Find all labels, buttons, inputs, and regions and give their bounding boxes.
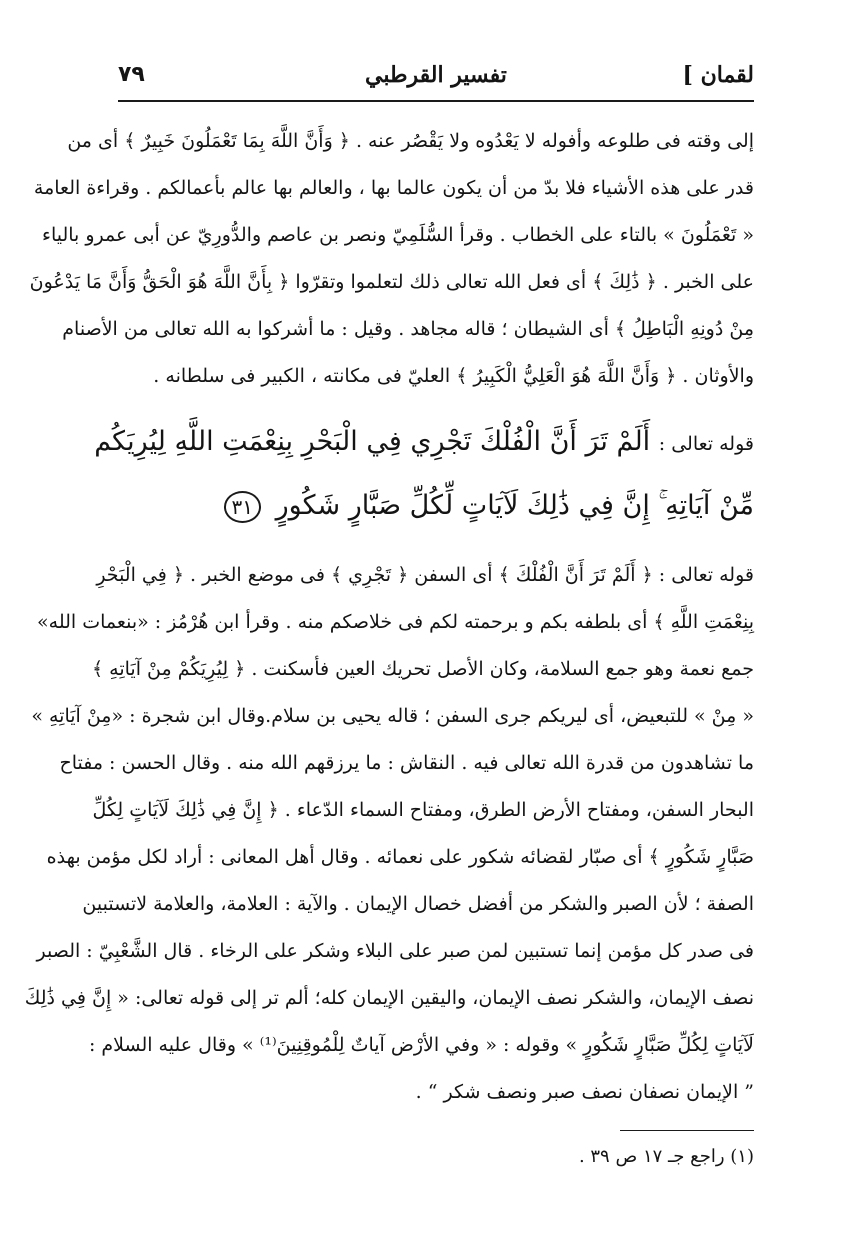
verse-text-1: أَلَمْ تَرَ أَنَّ الْفُلْكَ تَجْرِي فِي الْبَحْرِ بِنِعْمَتِ اللَّهِ لِيُرِيَكُم bbox=[94, 426, 651, 457]
text-line: نصف الإيمان، والشكر نصف الإيمان، واليقين الإيمان كله؛ ألم تر إلى قوله تعالى: « إِنَّ فِي ذَٰلِكَ bbox=[24, 987, 754, 1009]
text-line: « مِنْ » للتبعيض، أى ليريكم جرى السفن ؛ قاله يحيى بن سلام.وقال ابن شجرة : «مِنْ آيَاتِهِ » bbox=[31, 705, 754, 727]
footnote-rule bbox=[620, 1130, 754, 1131]
text-line: مِنْ دُونِهِ الْبَاطِلُ ﴾ أى الشيطان ؛ قاله مجاهد . وقيل : ما أشركوا به الله تعالى من الأصنام bbox=[62, 318, 754, 340]
text-line: صَبَّارٍ شَكُورٍ ﴾ أى صبّار لقضائه شكور على نعمائه . وقال أهل المعانى : أراد لكل مؤمن بهذه bbox=[46, 846, 754, 868]
surah-name: لقمان ] bbox=[682, 62, 754, 88]
text-line: لَآيَاتٍ لِكُلِّ صَبَّارٍ شَكُورٍ » وقوله : « وفي الأرْض آياتٌ لِلْمُوقِنِينَ⁽¹⁾ » وقال عليه السلام : bbox=[88, 1034, 754, 1056]
text-line: الصفة ؛ لأن الصبر والشكر من أفضل خصال الإيمان . والآية : العلامة، والعلامة لاتستبين bbox=[82, 893, 754, 915]
text-line: بِنِعْمَتِ اللَّهِ ﴾ أى بلطفه بكم و برحمته لكم فى خلاصكم منه . وقرأ ابن هُرْمُز : «بنعمات الله» bbox=[37, 611, 754, 633]
quran-verse bbox=[94, 410, 754, 538]
text-line: جمع نعمة وهو جمع السلامة، وكان الأصل تحريك العين فأسكنت . ﴿ لِيُرِيَكُمْ مِنْ آيَاتِهِ ﴾ bbox=[91, 658, 754, 680]
text-line: على الخبر . ﴿ ذَٰلِكَ ﴾ أى فعل الله تعالى ذلك لتعلموا وتقرّوا ﴿ بِأَنَّ اللَّهَ هُوَ الْحَقُّ وَأَنَّ مَا يَدْعُونَ bbox=[29, 271, 754, 293]
text-line: البحار السفن، ومفتاح الأرض الطرق، ومفتاح السماء الدّعاء . ﴿ إِنَّ فِي ذَٰلِكَ لَآيَاتٍ لِكُلِّ bbox=[92, 799, 754, 821]
page-header bbox=[118, 58, 754, 98]
page-number: ٧٩ bbox=[118, 62, 145, 87]
text-line: قدر على هذه الأشياء فلا بدّ من أن يكون عالما بها ، والعالم بها عالم بأعمالكم . وقراءة العامة bbox=[33, 177, 754, 199]
text-line: « تَعْمَلُونَ » بالتاء على الخطاب . وقرأ السُّلَمِيّ ونصر بن عاصم والدُّورِيّ عن أبى عمرو بالياء bbox=[42, 224, 754, 246]
verse-text-2: مِّنْ آيَاتِهِ ۚ إِنَّ فِي ذَٰلِكَ لَآيَاتٍ لِّكُلِّ صَبَّارٍ شَكُورٍ bbox=[275, 490, 754, 521]
text-line: والأوثان . ﴿ وَأَنَّ اللَّهَ هُوَ الْعَلِيُّ الْكَبِيرُ ﴾ العليّ فى مكانته ، الكبير فى سلطانه . bbox=[153, 365, 754, 387]
header-rule bbox=[118, 100, 754, 102]
verse-number-badge: ٣١ bbox=[224, 491, 261, 523]
footnote: (١) راجع جـ ١٧ ص ٣٩ . bbox=[578, 1146, 754, 1167]
verse-line-1 bbox=[94, 410, 754, 474]
text-line: ما تشاهدون من قدرة الله تعالى فيه . النقاش : ما يرزقهم الله منه . وقال الحسن : مفتاح bbox=[59, 752, 754, 774]
text-line: ” الإيمان نصفان نصف صبر ونصف شكر “ . bbox=[415, 1081, 754, 1103]
verse-line-2 bbox=[118, 474, 754, 538]
text-line: قوله تعالى : ﴿ أَلَمْ تَرَ أَنَّ الْفُلْكَ ﴾ أى السفن ﴿ تَجْرِي ﴾ فى موضع الخبر . ﴿ فِي الْبَحْرِ bbox=[96, 564, 754, 586]
text-line: فى صدر كل مؤمن إنما تستبين لمن صبر على البلاء وشكر على الرخاء . قال الشَّعْبِيّ : الصبر bbox=[36, 940, 754, 962]
paragraph-2 bbox=[24, 552, 754, 1116]
paragraph-1 bbox=[29, 118, 754, 400]
book-title: تفسير القرطبي bbox=[365, 62, 507, 88]
verse-intro: قوله تعالى : bbox=[658, 433, 754, 455]
text-line: إلى وقته فى طلوعه وأفوله لا يَعْدُوه ولا يَقْصُر عنه . ﴿ وَأَنَّ اللَّهَ بِمَا تَعْمَلُونَ خَبِيرٌ ﴾ أى من bbox=[67, 130, 754, 152]
